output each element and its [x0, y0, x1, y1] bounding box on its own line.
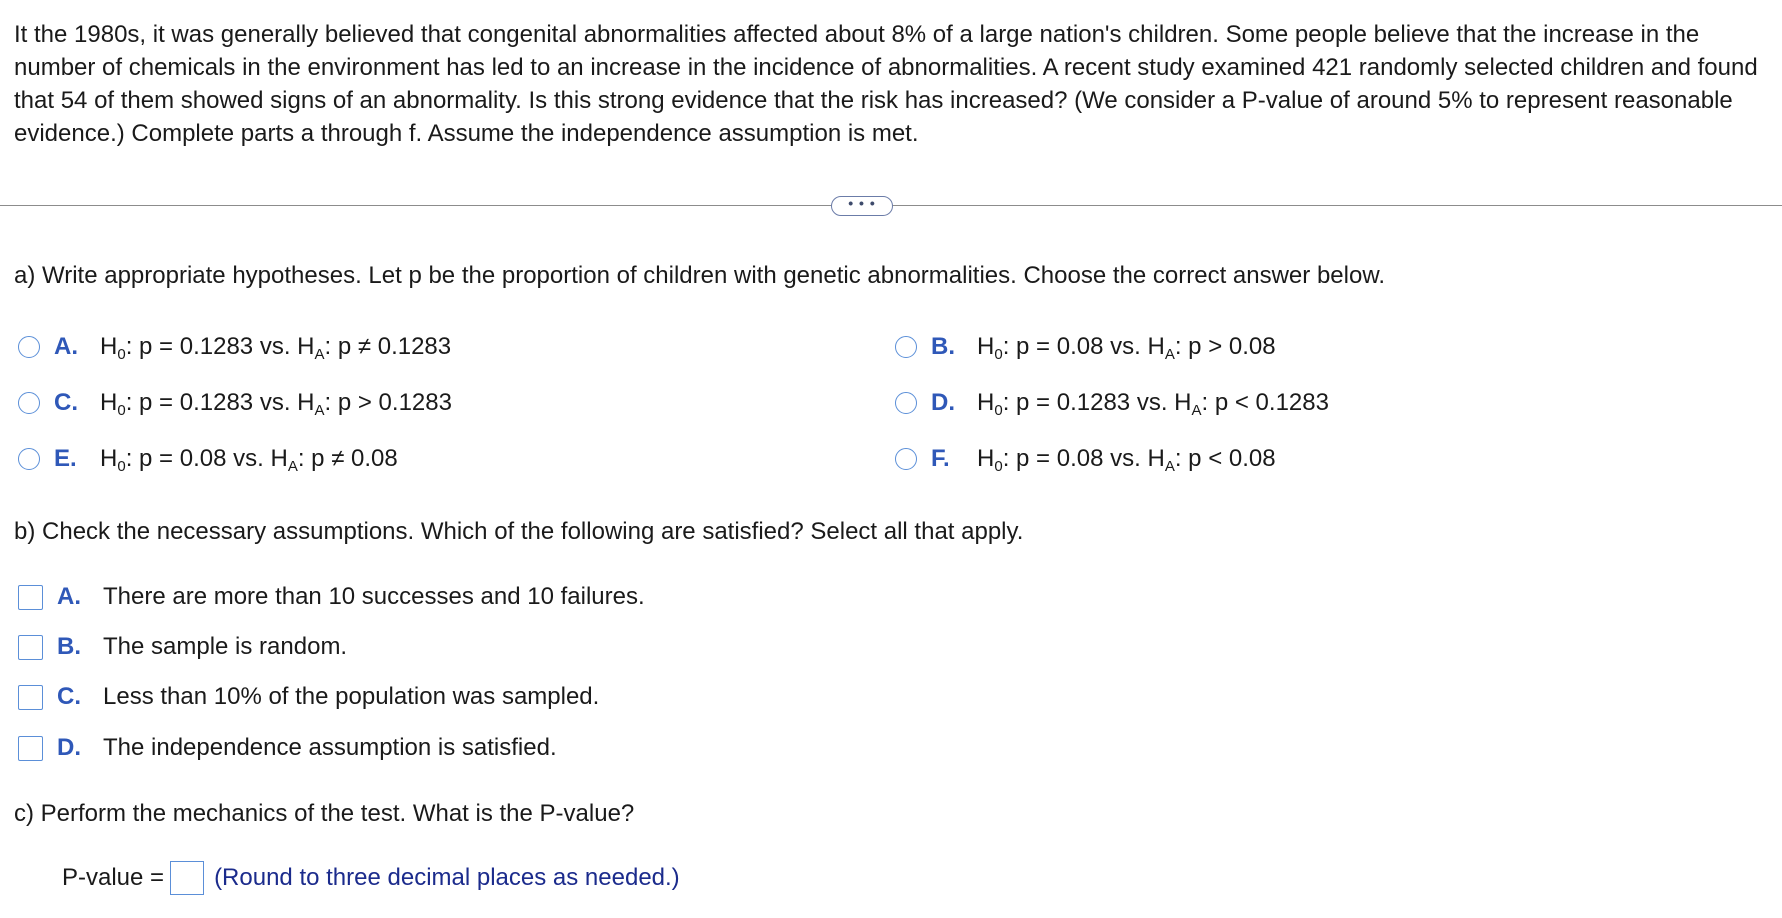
part-a-option-d[interactable] [895, 386, 1329, 420]
option-letter: C. [57, 683, 81, 710]
option-letter: C. [54, 389, 78, 416]
option-letter: B. [57, 633, 81, 660]
expand-more-button[interactable] [831, 196, 893, 216]
pvalue-input[interactable] [170, 861, 204, 895]
hypothesis-text: $H_0$: p = 0.08 vs. $H_A$: p < 0.08 [977, 445, 1276, 475]
part-c-prompt: c) Perform the mechanics of the test. What is the P-value? [14, 800, 635, 827]
hypothesis-text: $H_0$: p = 0.1283 vs. $H_A$: p > 0.1283 [100, 389, 452, 419]
part-a-prompt: a) Write appropriate hypotheses. Let p be the proportion of children with genetic abnormalities. Choose the correct answer below. [14, 262, 1385, 289]
option-letter: A. [54, 333, 78, 360]
part-b-option-b[interactable] [18, 630, 347, 664]
pvalue-label: P-value = [62, 864, 165, 891]
checkbox[interactable] [18, 635, 43, 660]
rounding-hint: (Round to three decimal places as needed.) [214, 864, 680, 891]
option-text: The sample is random. [103, 633, 348, 660]
radio-button[interactable] [18, 448, 40, 470]
radio-button[interactable] [895, 336, 917, 358]
part-b-prompt: b) Check the necessary assumptions. Which of the following are satisfied? Select all that apply. [14, 518, 1024, 545]
option-letter: D. [931, 389, 955, 416]
part-b-option-c[interactable] [18, 680, 599, 714]
radio-button[interactable] [895, 448, 917, 470]
option-letter: F. [931, 445, 950, 472]
problem-statement: It the 1980s, it was generally believed that congenital abnormalities affected about 8% of a large nation's children. Some people believe that the increase in the number of chemicals in the environment has led to an increase in the incidence of abnormalities. A recent study examined 421 randomly selected children and found that 54 of them showed signs of an abnormality. Is this strong evidence that the risk has increased? (We consider a P-value of around 5% to represent reasonable evidence.) Complete parts a through f. Assume the independence assumption is met. [14, 21, 1758, 147]
part-a-option-e[interactable] [18, 442, 398, 476]
checkbox[interactable] [18, 585, 43, 610]
checkbox[interactable] [18, 685, 43, 710]
hypothesis-text: $H_0$: p = 0.1283 vs. $H_A$: p ≠ 0.1283 [100, 333, 452, 363]
radio-button[interactable] [18, 336, 40, 358]
part-b-option-a[interactable] [18, 580, 645, 614]
option-letter: B. [931, 333, 955, 360]
radio-button[interactable] [18, 392, 40, 414]
checkbox[interactable] [18, 736, 43, 761]
part-b-option-d[interactable] [18, 731, 557, 765]
option-letter: D. [57, 734, 81, 761]
part-a-option-a[interactable] [18, 330, 451, 364]
option-text: The independence assumption is satisfied. [103, 734, 557, 761]
hypothesis-text: $H_0$: p = 0.1283 vs. $H_A$: p < 0.1283 [977, 389, 1329, 419]
option-text: Less than 10% of the population was sampled. [103, 683, 600, 710]
option-letter: A. [57, 583, 81, 610]
pvalue-row [62, 861, 680, 895]
hypothesis-text: $H_0$: p = 0.08 vs. $H_A$: p ≠ 0.08 [100, 445, 398, 475]
option-text: There are more than 10 successes and 10 failures. [103, 583, 645, 610]
option-letter: E. [54, 445, 77, 472]
part-a-option-b[interactable] [895, 330, 1276, 364]
part-a-option-f[interactable] [895, 442, 1276, 476]
radio-button[interactable] [895, 392, 917, 414]
hypothesis-text: $H_0$: p = 0.08 vs. $H_A$: p > 0.08 [977, 333, 1276, 363]
more-dots-icon: • • • [848, 195, 876, 211]
part-a-option-c[interactable] [18, 386, 452, 420]
